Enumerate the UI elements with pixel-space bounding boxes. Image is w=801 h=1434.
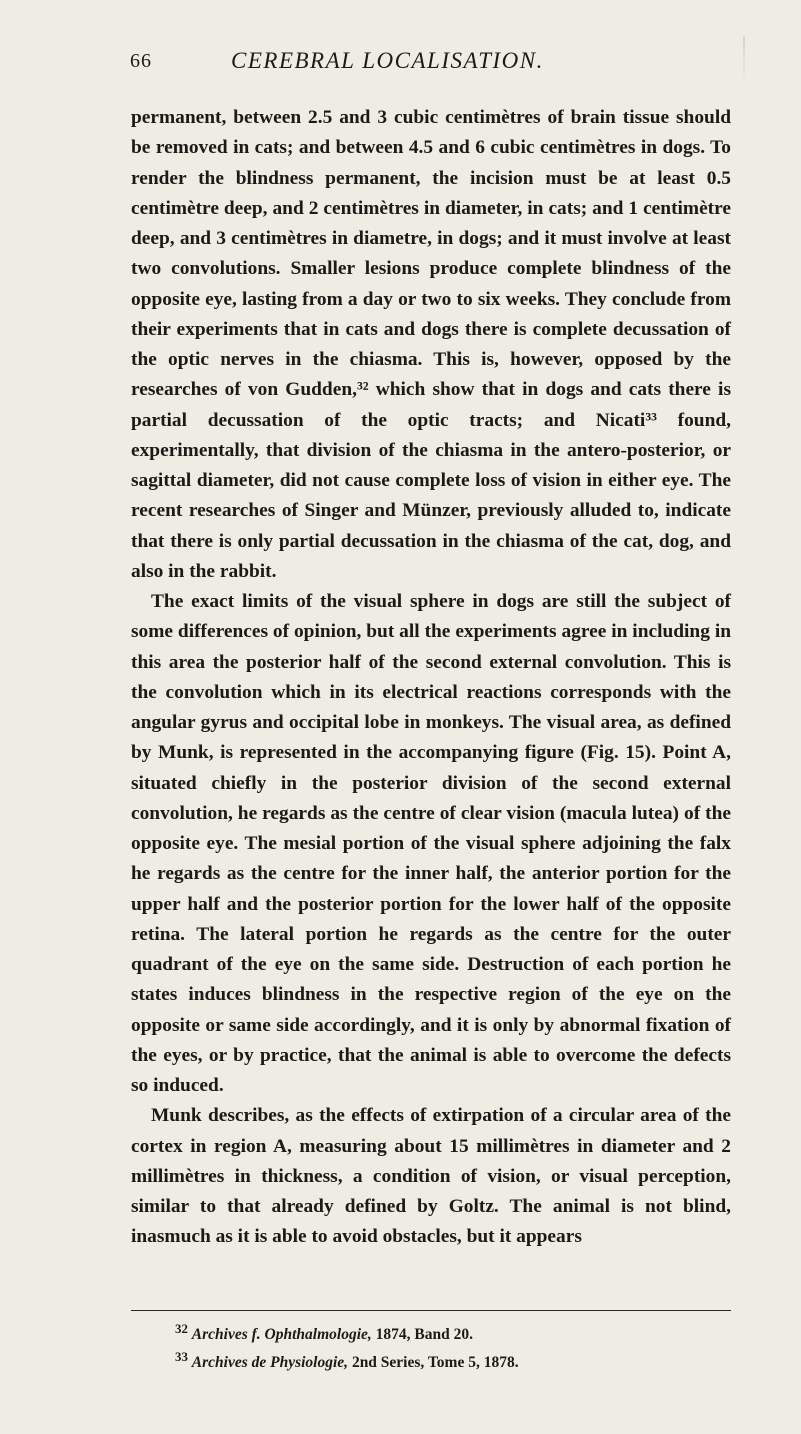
- paragraph: Munk describes, as the effects of extirpation of a circular area of the cortex in region A, measuring about 15 millimètres in diameter and 2 millimètres in thickness, a condition of vision, or visual perception, similar to that already defined by Goltz. The animal is not blind, inasmuch as it is able to avoid obstacles, but it appears: [131, 1105, 731, 1248]
- footnote-details: 2nd Series, Tome 5, 1878.: [351, 1354, 519, 1372]
- scan-artifact: [743, 36, 745, 86]
- footnotes: [175, 1318, 735, 1374]
- footnote-mark: 33: [175, 1349, 188, 1365]
- footnote-divider: [131, 1310, 731, 1311]
- footnote: [175, 1346, 735, 1374]
- footnote-source: Archives f. Ophthalmologie,: [191, 1326, 372, 1344]
- body-text: [131, 103, 731, 1253]
- page-header: [130, 46, 730, 86]
- paragraph: The exact limits of the visual sphere in dogs are still the subject of some differences of opinion, but all the experiments agree in including in this area the posterior half of the second external convolution. This is the convolution which in its electrical reactions corresponds with the angular gyrus and occipital lobe in monkeys. The visual area, as defined by Munk, is represented in the accompanying figure (Fig. 15). Point A, situated chiefly in the posterior division of the second external convolution, he regards as the centre of clear vision (macula lutea) of the opposite eye. The mesial portion of the visual sphere adjoining the falx he regards as the centre for the inner half, the anterior portion for the upper half and the posterior portion for the lower half of the opposite retina. The lateral portion he regards as the centre for the outer quadrant of the eye on the same side. Destruction of each portion he states induces blindness in the respective region of the eye on the opposite or same side accordingly, and it is only by abnormal fixation of the eyes, or by practice, that the animal is able to overcome the defects so induced.: [131, 591, 731, 1096]
- page-number: 66: [130, 50, 152, 72]
- footnote-details: 1874, Band 20.: [375, 1326, 473, 1344]
- running-head: CEREBRAL LOCALISATION.: [231, 48, 544, 73]
- footnote: [175, 1318, 735, 1346]
- footnote-source: Archives de Physiologie,: [191, 1354, 349, 1372]
- footnote-mark: 32: [175, 1321, 188, 1336]
- paragraph: permanent, between 2.5 and 3 cubic centimètres of brain tissue should be removed in cats; and between 4.5 and 6 cubic centimètres in dogs. To render the blindness permanent, the incision must be at least 0.5 centimètre deep, and 2 centimètres in diameter, in cats; and 1 centimètre deep, and 3 centimètres in diametre, in dogs; and it must involve at least two convolutions. Smaller lesions produce complete blindness of the opposite eye, lasting from a day or two to six weeks. They conclude from their experiments that in cats and dogs there is complete decussation of the optic nerves in the chiasma. This is, however, opposed by the researches of von Gudden,³² which show that in dogs and cats there is partial decussation of the optic tracts; and Nicati³³ found, experimentally, that division of the chiasma in the antero-posterior, or sagittal diameter, did not cause complete loss of vision in either eye. The recent researches of Singer and Münzer, previously alluded to, indicate that there is only partial decussation in the chiasma of the cat, dog, and also in the rabbit.: [131, 107, 731, 582]
